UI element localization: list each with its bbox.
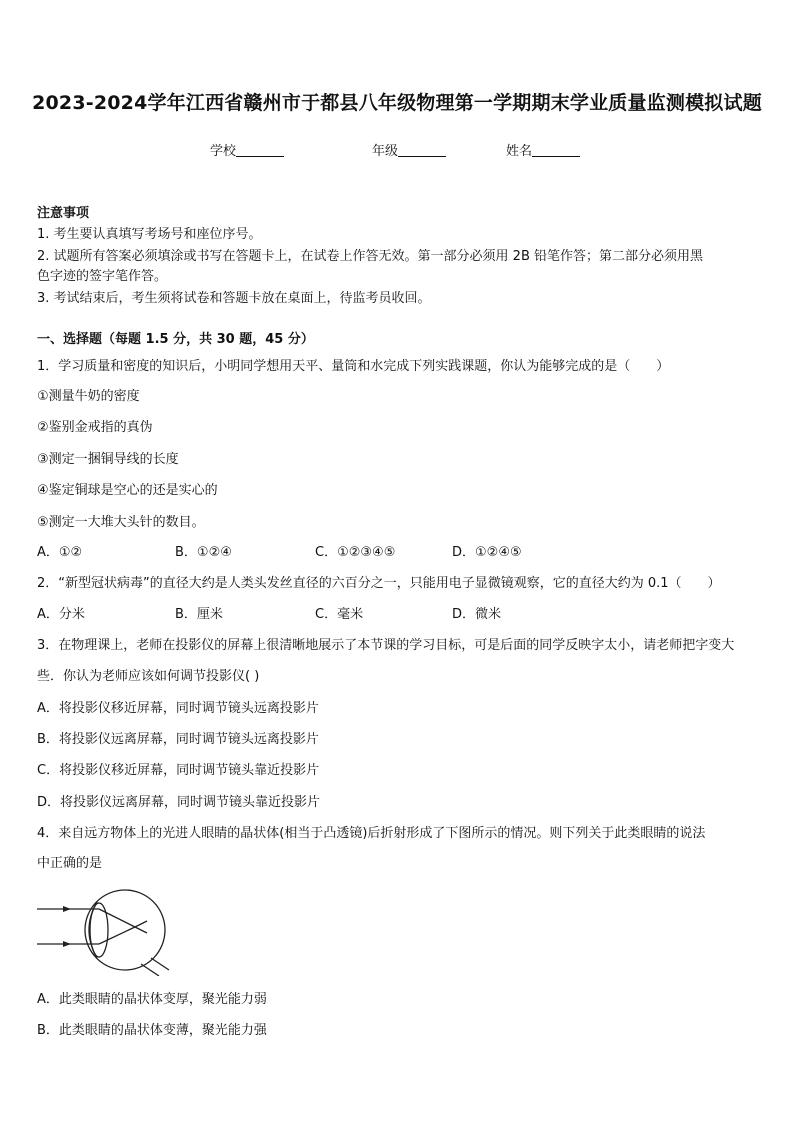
q3-option-c[interactable]: C．将投影仪移近屏幕，同时调节镜头靠近投影片 [37, 763, 320, 778]
name-blank[interactable] [532, 144, 580, 157]
notice-heading: 注意事项 [37, 206, 90, 221]
refracted-ray-top [99, 909, 135, 927]
notice-item-2-cont: 色字迹的签字笔作答。 [37, 269, 168, 284]
q2-option-a[interactable]: A．分米 [37, 607, 85, 622]
q2-stem: 2．“新型冠状病毒”的直径大约是人类头发丝直径的六百分之一，只能用电子显微镜观察，它的直径大约为 0.1（ ） [37, 576, 721, 591]
q2-option-d[interactable]: D．微米 [452, 607, 502, 622]
q1-item-3: ③测定一捆铜导线的长度 [37, 452, 179, 467]
section-heading: 一、选择题（每题 1.5 分，共 30 题，45 分） [37, 332, 314, 347]
q1-option-c[interactable]: C．①②③④⑤ [315, 545, 396, 560]
q3-stem: 3．在物理课上，老师在投影仪的屏幕上很清晰地展示了本节课的学习目标，可是后面的同学反映字太小，请老师把字变大 [37, 638, 735, 653]
q1-item-2: ②鉴别金戒指的真伪 [37, 420, 153, 435]
q3-option-d[interactable]: D．将投影仪远离屏幕，同时调节镜头靠近投影片 [37, 795, 321, 810]
notice-item-2: 2. 试题所有答案必须填涂或书写在答题卡上，在试卷上作答无效。第一部分必须用 2B 铅笔作答；第二部分必须用黑 [37, 249, 703, 264]
q1-item-5: ⑤测定一大堆大头针的数目。 [37, 515, 205, 530]
q1-stem: 1．学习质量和密度的知识后，小明同学想用天平、量筒和水完成下列实践课题，你认为能够完成的是（ ） [37, 359, 670, 374]
optic-nerve [141, 958, 169, 976]
crystalline-lens [90, 903, 108, 957]
q2-option-b[interactable]: B．厘米 [175, 607, 223, 622]
school-field[interactable] [210, 140, 284, 159]
grade-blank[interactable] [398, 144, 446, 157]
q3-stem-cont: 些．你认为老师应该如何调节投影仪( ) [37, 669, 260, 684]
eye-diagram [37, 888, 177, 976]
exam-title: 2023-2024学年江西省赣州市于都县八年级物理第一学期期末学业质量监测模拟试题 [32, 92, 762, 114]
q1-option-b[interactable]: B．①②④ [175, 545, 232, 560]
diverging-ray-top [135, 921, 147, 927]
notice-item-1: 1. 考生要认真填写考场号和座位序号。 [37, 227, 262, 242]
refracted-ray-bottom [99, 927, 135, 944]
q4-stem: 4．来自远方物体上的光进人眼睛的晶状体(相当于凸透镜)后折射形成了下图所示的情况。则下列关于此类眼睛的说法 [37, 826, 706, 841]
name-label: 姓名 [506, 144, 533, 159]
grade-label: 年级 [372, 144, 399, 159]
q2-option-c[interactable]: C．毫米 [315, 607, 364, 622]
q3-option-b[interactable]: B．将投影仪远离屏幕，同时调节镜头远离投影片 [37, 732, 319, 747]
q1-option-d[interactable]: D．①②④⑤ [452, 545, 522, 560]
name-field[interactable] [506, 140, 580, 159]
school-label: 学校 [210, 144, 237, 159]
notice-item-3: 3. 考试结束后，考生须将试卷和答题卡放在桌面上，待监考员收回。 [37, 291, 431, 306]
arrow-bottom [63, 941, 71, 947]
q4-stem-cont: 中正确的是 [37, 856, 103, 871]
school-blank[interactable] [236, 144, 284, 157]
diverging-ray-bottom [135, 927, 147, 933]
q1-item-4: ④鉴定铜球是空心的还是实心的 [37, 483, 218, 498]
q3-option-a[interactable]: A．将投影仪移近屏幕，同时调节镜头远离投影片 [37, 701, 319, 716]
grade-field[interactable] [372, 140, 446, 159]
q4-option-b[interactable]: B．此类眼睛的晶状体变薄，聚光能力强 [37, 1023, 267, 1038]
q1-option-a[interactable]: A．①② [37, 545, 83, 560]
q4-option-a[interactable]: A．此类眼睛的晶状体变厚，聚光能力弱 [37, 992, 267, 1007]
q1-item-1: ①测量牛奶的密度 [37, 389, 140, 404]
arrow-top [63, 906, 71, 912]
